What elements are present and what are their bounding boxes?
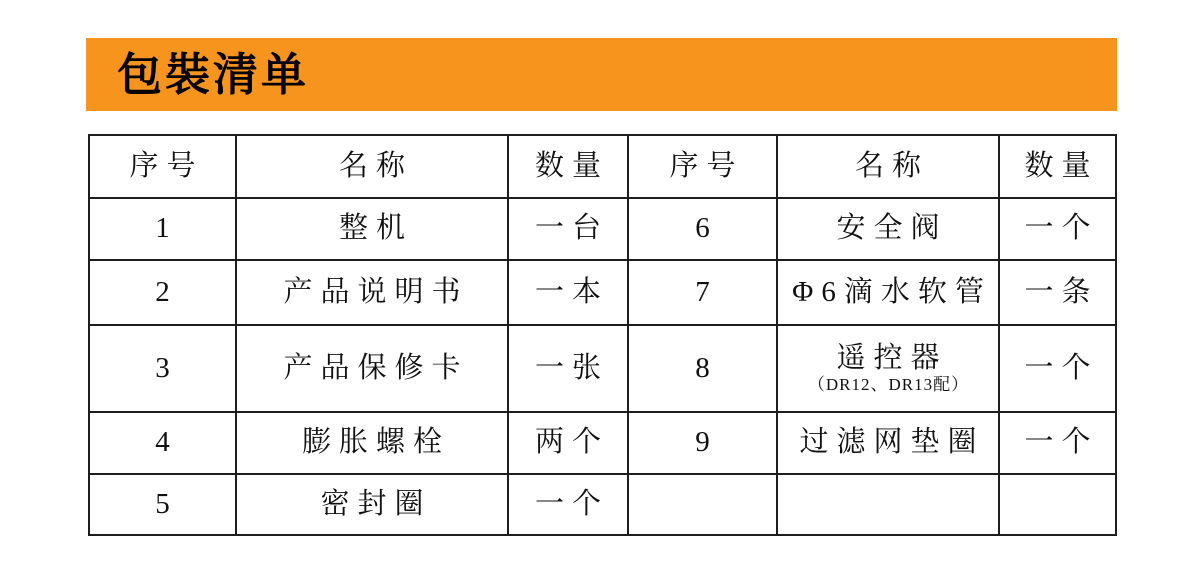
item-5-qty: 一个 xyxy=(508,474,628,535)
col-header-name-left: 名称 xyxy=(236,135,508,198)
col-header-qty-right: 数量 xyxy=(999,135,1116,198)
item-6-name: 安全阀 xyxy=(777,198,999,260)
section-title: 包裝清单 xyxy=(117,49,310,100)
item-8-name-main: 遥控器 xyxy=(836,341,948,374)
item-7-qty: 一条 xyxy=(999,260,1116,325)
empty-cell-qty xyxy=(999,474,1116,535)
item-5-name: 密封圈 xyxy=(236,474,508,535)
item-5-no: 5 xyxy=(89,474,236,535)
item-7-name: Φ6滴水软管 xyxy=(777,260,999,325)
table-row xyxy=(89,412,1116,474)
item-8-qty: 一个 xyxy=(999,325,1116,412)
empty-cell-no xyxy=(628,474,777,535)
item-2-no: 2 xyxy=(89,260,236,325)
table-row xyxy=(89,198,1116,260)
item-7-no: 7 xyxy=(628,260,777,325)
table-row xyxy=(89,474,1116,535)
item-2-name: 产品说明书 xyxy=(236,260,508,325)
item-3-qty: 一张 xyxy=(508,325,628,412)
table-row xyxy=(89,325,1116,412)
packing-list-table xyxy=(88,134,1117,536)
item-4-name: 膨胀螺栓 xyxy=(236,412,508,474)
item-9-qty: 一个 xyxy=(999,412,1116,474)
item-6-no: 6 xyxy=(628,198,777,260)
item-4-no: 4 xyxy=(89,412,236,474)
col-header-no-left: 序号 xyxy=(89,135,236,198)
item-1-name: 整机 xyxy=(236,198,508,260)
item-8-no: 8 xyxy=(628,325,777,412)
item-2-qty: 一本 xyxy=(508,260,628,325)
item-6-qty: 一个 xyxy=(999,198,1116,260)
table-row xyxy=(89,260,1116,325)
col-header-name-right: 名称 xyxy=(777,135,999,198)
empty-cell-name xyxy=(777,474,999,535)
item-1-no: 1 xyxy=(89,198,236,260)
item-9-name: 过滤网垫圈 xyxy=(777,412,999,474)
header-row xyxy=(89,135,1116,198)
item-3-no: 3 xyxy=(89,325,236,412)
item-3-name: 产品保修卡 xyxy=(236,325,508,412)
item-1-qty: 一台 xyxy=(508,198,628,260)
item-9-no: 9 xyxy=(628,412,777,474)
section-banner xyxy=(86,38,1117,111)
item-8-name-note: （DR12、DR13配） xyxy=(807,375,970,395)
item-8-name xyxy=(777,325,999,412)
item-4-qty: 两个 xyxy=(508,412,628,474)
col-header-qty-left: 数量 xyxy=(508,135,628,198)
col-header-no-right: 序号 xyxy=(628,135,777,198)
